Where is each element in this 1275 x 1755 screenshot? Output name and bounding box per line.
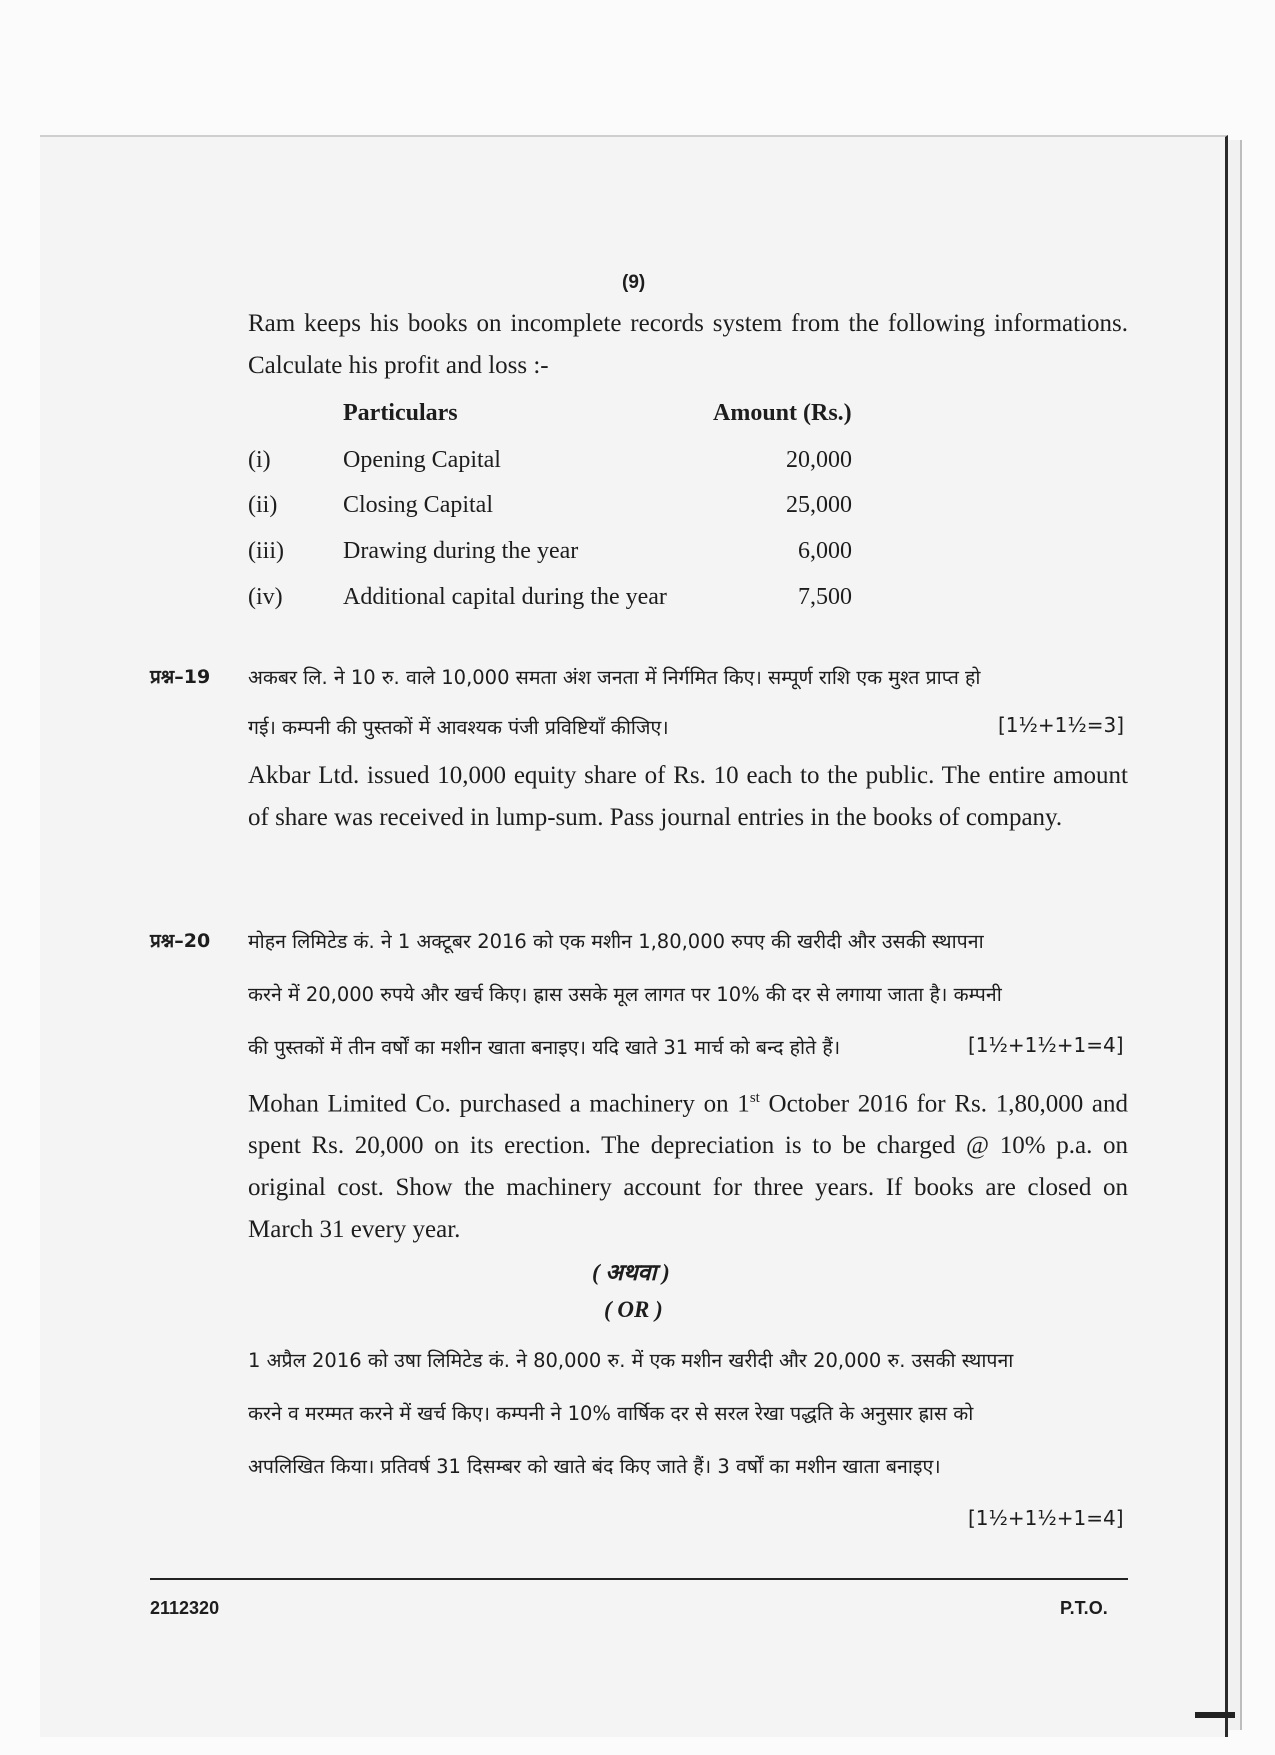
or-marks: [1½+1½+1=4] [968, 1506, 1124, 1530]
row-particular: Drawing during the year [343, 538, 579, 564]
question-19-marks: [1½+1½=3] [998, 713, 1125, 737]
paper-code: 2112320 [150, 1598, 220, 1618]
row-number: (iv) [248, 584, 283, 610]
question-20-english [248, 1077, 1128, 1251]
question-20-english-sup: st [749, 1090, 760, 1106]
question-20-label: प्रश्न–20 [150, 930, 211, 952]
question-20-english-post: October 2016 for Rs. 1,80,000 and spent Rs. 20,000 on its erection. The depreciation is to be charged @ 10% p.a. on original cost. Show the machinery account for three years. If books are closed on March 31 every year. [248, 1090, 1128, 1244]
row-particular: Closing Capital [343, 492, 493, 518]
row-particular: Additional capital during the year [343, 584, 667, 610]
intro-text: Ram keeps his books on incomplete records system from the following informations. Calculate his profit and loss :- [248, 310, 1128, 379]
page-number: (9) [622, 272, 646, 293]
or-hindi-line2: करने व मरम्मत करने में खर्च किए। कम्पनी ने 10% वार्षिक दर से सरल रेखा पद्धति के अनुसार ह्रास को [248, 1402, 974, 1425]
row-number: (iii) [248, 538, 284, 564]
or-hindi-line1: 1 अप्रैल 2016 को उषा लिमिटेड कं. ने 80,000 रु. में एक मशीन खरीदी और 20,000 रु. उसकी स्थापना [248, 1349, 1014, 1372]
question-20-hindi-line2: करने में 20,000 रुपये और खर्च किए। ह्रास उसके मूल लागत पर 10% की दर से लगाया जाता है। कम्पनी [248, 983, 1002, 1006]
or-english-heading: ( OR ) [604, 1297, 663, 1322]
question-20-hindi-line1: मोहन लिमिटेड कं. ने 1 अक्टूबर 2016 को एक मशीन 1,80,000 रुपए की खरीदी और उसकी स्थापना [248, 930, 984, 953]
row-particular: Opening Capital [343, 447, 501, 473]
question-20-hindi-line3: की पुस्तकों में तीन वर्षों का मशीन खाता बनाइए। यदि खाते 31 मार्च को बन्द होते हैं। [248, 1036, 841, 1059]
table-header-particulars: Particulars [343, 400, 458, 426]
row-number: (ii) [248, 492, 278, 518]
row-amount: 20,000 [786, 447, 852, 473]
question-20-english-pre: Mohan Limited Co. purchased a machinery on 1 [248, 1090, 750, 1118]
page-corner-shadow [1195, 1712, 1235, 1718]
row-amount: 7,500 [798, 584, 852, 610]
or-hindi-line3: अपलिखित किया। प्रतिवर्ष 31 दिसम्बर को खाते बंद किए जाते हैं। 3 वर्षों का मशीन खाता बनाइए। [248, 1455, 941, 1478]
question-19-english: Akbar Ltd. issued 10,000 equity share of Rs. 10 each to the public. The entire amount of share was received in lump-sum. Pass journal entries in the books of company. [248, 762, 1128, 831]
question-19-label: प्रश्न–19 [150, 666, 211, 688]
question-20-marks: [1½+1½+1=4] [968, 1033, 1124, 1057]
row-number: (i) [248, 447, 271, 473]
question-19-hindi-line2: गई। कम्पनी की पुस्तकों में आवश्यक पंजी प्रविष्टियाँ कीजिए। [248, 716, 669, 739]
pto-label: P.T.O. [1060, 1598, 1108, 1618]
footer-divider [150, 1578, 1128, 1580]
or-hindi-heading: ( अथवा ) [592, 1260, 670, 1285]
question-19-hindi-line1: अकबर लि. ने 10 रु. वाले 10,000 समता अंश जनता में निर्गमित किए। सम्पूर्ण राशि एक मुश्त प्राप्त हो [248, 666, 981, 689]
row-amount: 25,000 [786, 492, 852, 518]
table-header-amount: Amount (Rs.) [713, 400, 852, 426]
row-amount: 6,000 [798, 538, 852, 564]
